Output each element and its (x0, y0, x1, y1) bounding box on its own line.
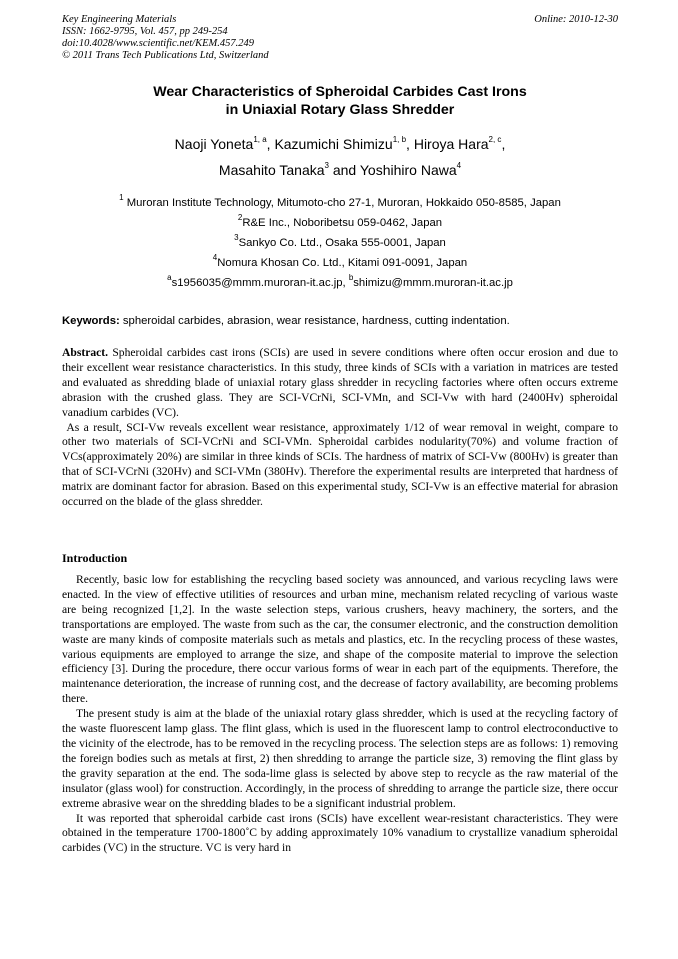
title-line-1: Wear Characteristics of Spheroidal Carbides Cast Irons (153, 84, 527, 100)
author-affiliation-mark: 2, c (488, 135, 502, 145)
email-address[interactable]: shimizu@mmm.muroran-it.ac.jp (353, 277, 513, 289)
author-list (62, 131, 618, 183)
journal-doi: doi:10.4028/www.scientific.net/KEM.457.249 (62, 38, 254, 49)
author-name: Masahito Tanaka (218, 162, 325, 178)
keywords-label: Keywords: (62, 315, 120, 327)
online-date: Online: 2010-12-30 (534, 14, 618, 25)
introduction-paragraph: Recently, basic low for establishing the recycling based society was announced, and various recycling laws were enacted. In the view of effective utilities of resources and urban mine, mechanism related recycling of various waste are being recognized [1,2]. In the waste selection steps, various crushers, heavy machinery, the sorters, and the transportations are employed. The waste from such as the car, the consumer electronic, and the construction demolition waste are many kinds of composite materials such as metals and plastics, etc. In the recycling process of these wastes, various equipments are employed to arrange the size, and shape of the composite material to improve the selection efficiency [3]. During the procedure, there occur various forms of wear in each part of the equipments. Therefore, the maintenance deterioration, the increase of running cost, and the decrease of factory availability, are becoming problems there. (62, 573, 618, 706)
affiliation-text: Nomura Khosan Co. Ltd., Kitami 091-0091, Japan (217, 257, 468, 269)
email-line (62, 273, 618, 293)
affiliation-text: R&E Inc., Noboribetsu 059-0462, Japan (242, 217, 443, 229)
email-mark: b (348, 273, 354, 283)
affiliation-mark: 3 (234, 233, 239, 243)
author-separator: and (332, 162, 357, 178)
affiliation-list (62, 193, 618, 293)
abstract-paragraph-2 (62, 421, 618, 510)
introduction-paragraph: It was reported that spheroidal carbide cast irons (SCIs) have excellent wear-resistant characteristics. They were obtained in the temperature 1700-1800˚C by adding approximately 10% vanadium to crystallize vanadium spheroidal carbides (VC) in the structure. VC is very hard in (62, 811, 618, 855)
author-separator: , (501, 136, 506, 152)
author-name: Yoshihiro Nawa (359, 162, 457, 178)
author-affiliation-mark: 4 (456, 161, 462, 171)
affiliation (62, 253, 618, 273)
email-address[interactable]: s1956035@mmm.muroran-it.ac.jp, (171, 277, 346, 289)
journal-issn: ISSN: 1662-9795, Vol. 457, pp 249-254 (62, 26, 228, 37)
author-name: Kazumichi Shimizu (274, 136, 393, 152)
affiliation-mark: 1 (119, 193, 124, 203)
author-affiliation-mark: 1, a (253, 135, 267, 145)
affiliation-mark: 4 (212, 253, 218, 263)
author-name: Hiroya Hara (413, 136, 489, 152)
author-affiliation-mark: 1, b (392, 135, 407, 145)
affiliation-text: Muroran Institute Technology, Mitumoto-cho 27-1, Muroran, Hokkaido 050-8585, Japan (126, 197, 561, 209)
email-mark: a (167, 273, 172, 283)
journal-copyright: © 2011 Trans Tech Publications Ltd, Switzerland (62, 50, 269, 61)
author-name: Naoji Yoneta (174, 136, 254, 152)
author-line-2 (62, 157, 618, 183)
abstract-paragraph-1 (62, 346, 618, 421)
introduction-section (62, 573, 618, 856)
title-line-2: in Uniaxial Rotary Glass Shredder (225, 102, 455, 118)
author-affiliation-mark: 3 (324, 161, 329, 171)
author-line-1 (62, 131, 618, 157)
keywords-text: spheroidal carbides, abrasion, wear resistance, hardness, cutting indentation. (122, 315, 510, 327)
affiliation-mark: 2 (237, 213, 243, 223)
journal-name: Key Engineering Materials (62, 14, 177, 25)
journal-header (62, 14, 618, 62)
affiliation (62, 213, 618, 233)
author-separator: , (406, 136, 410, 152)
introduction-heading: Introduction (62, 551, 128, 565)
affiliation-text: Sankyo Co. Ltd., Osaka 555-0001, Japan (238, 237, 446, 249)
introduction-paragraph: The present study is aim at the blade of the uniaxial rotary glass shredder, which is used at the recycling factory of the waste fluorescent lamp glass. The flint glass, which is used in the fluorescent lamp to control electroconductive to the vicinity of the electrode, has to be removed in the recycling process. The selection steps are as follows: 1) removing the foreign bodies such as metals at first, 2) then shredding to arrange the particle size, 3) removing the flint glass by the gravity separation at the end. The soda-lime glass is selected by above step to recycle as the raw material of the insulator (glass wool) for construction. Accordingly, in the process of shredding to arrange the particle size, there occur extreme abrasive wear on the shredding blades to be a significant industrial problem. (62, 707, 618, 810)
paper-title (62, 83, 618, 119)
author-separator: , (266, 136, 271, 152)
abstract-section (62, 346, 618, 510)
affiliation (62, 233, 618, 253)
abstract-label: Abstract. (62, 346, 109, 359)
abstract-text-2: As a result, SCI-Vw reveals excellent wear resistance, approximately 1/12 of wear removal in weight, compare to other two materials of SCI-VCrNi and SCI-VMn. Spheroidal carbides nodularity(70%) and volume fraction of VCs(approximately 20%) are similar in three kinds of SCIs. The hardness of matrix of SCI-Vw (800Hv) is greater than that of SCI-VCrNi (320Hv) and SCI-VMn (380Hv). Therefore the experimental results are interpreted that hardness of matrix are dominant factor for abrasion. Based on this experimental study, SCI-Vw is an effective material for abrasion occurred on the blade of the glass shredder. (62, 420, 618, 509)
abstract-text-1: Spheroidal carbides cast irons (SCIs) are used in severe conditions where often occur erosion and due to their excellent wear resistance characteristics. In this study, three kinds of SCIs with a variation in matrices are tested and evaluated as shredding blade of uniaxial rotary glass shredder in recycling factories where often occurs extreme abrasion with the crushed glass. They are SCI-VCrNi, SCI-VMn, and SCI-Vw with hard (2400Hv) spheroidal vanadium carbides (VC). (62, 346, 618, 419)
affiliation (62, 193, 618, 213)
keywords-line (62, 314, 618, 328)
